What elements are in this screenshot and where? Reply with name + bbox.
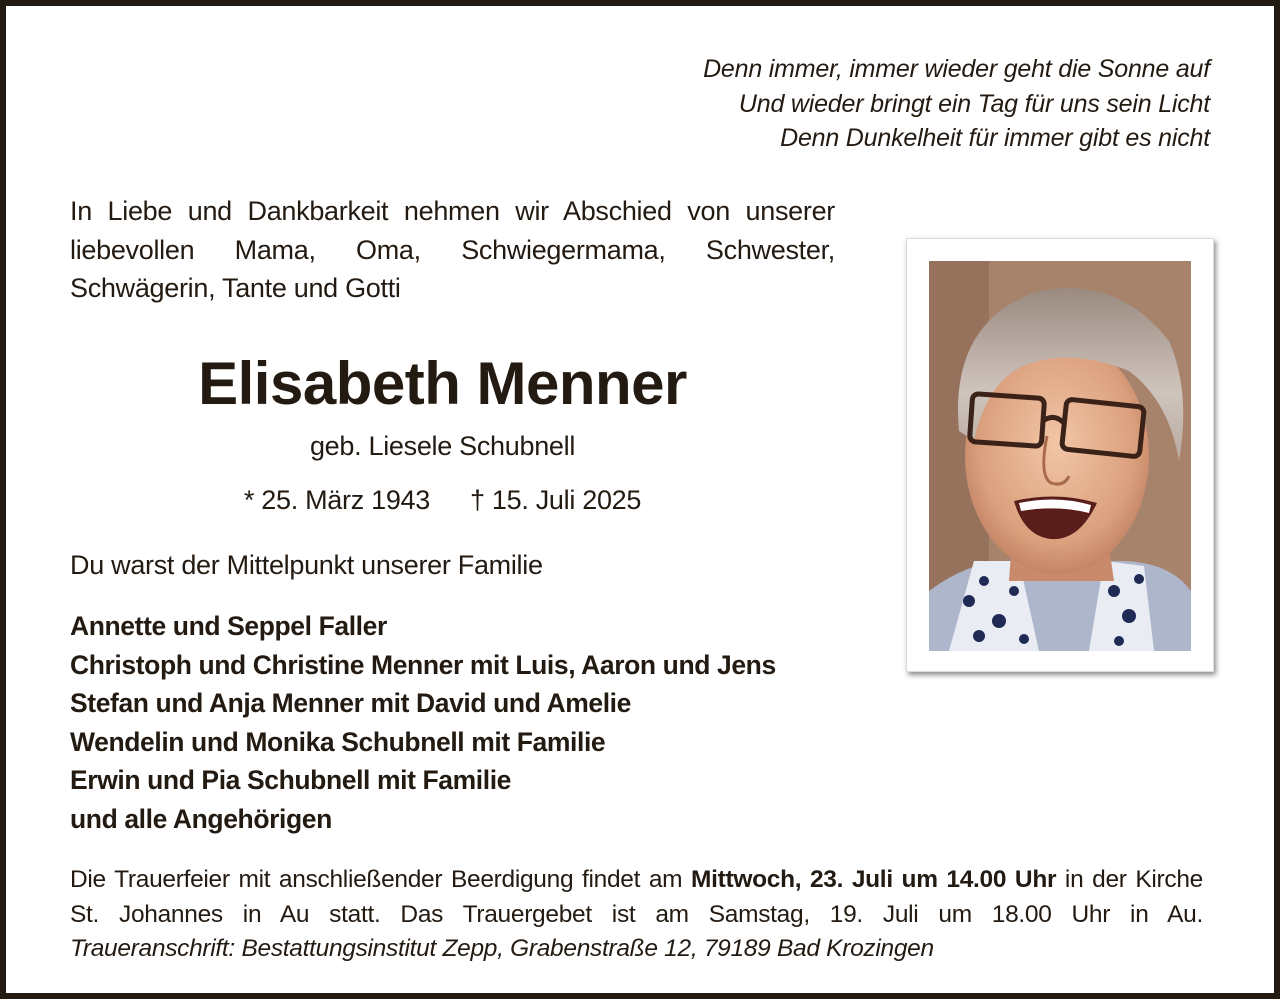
photo-frame <box>906 238 1214 672</box>
motto-text: Du warst der Mittelpunkt unserer Familie <box>70 550 543 580</box>
portrait-illustration-icon <box>929 261 1191 651</box>
service-text-2: in der Kirche St. Johannes in Au statt. Das Trauergebet ist am Samstag, 19. Juli um 18.00 Uhr in Au. <box>70 866 1203 928</box>
maiden-name: geb. Liesele Schubnell <box>309 431 576 461</box>
portrait-photo <box>929 261 1191 651</box>
deceased-name: Elisabeth Menner <box>198 350 687 417</box>
mourner-line: Erwin und Pia Schubnell mit Familie <box>70 765 511 795</box>
mourners-list <box>70 607 776 838</box>
birth-date: * 25. März 1943 <box>243 485 430 515</box>
poem-line: Denn immer, immer wieder geht die Sonne auf <box>703 55 1210 83</box>
poem-quote <box>703 52 1210 156</box>
service-datetime: Mittwoch, 23. Juli um 14.00 Uhr <box>690 866 1057 893</box>
mourner-line: Stefan und Anja Menner mit David und Amelie <box>70 688 631 718</box>
service-text-1: Die Trauerfeier mit anschließender Beerdigung findet am <box>70 866 691 893</box>
death-date: † 15. Juli 2025 <box>469 485 642 515</box>
mourner-line: Christoph und Christine Menner mit Luis, Aaron und Jens <box>70 649 776 680</box>
life-dates <box>70 482 815 518</box>
mourner-line: und alle Angehörigen <box>70 803 332 834</box>
mourner-line: Wendelin und Monika Schubnell mit Familie <box>70 726 606 757</box>
intro-text: In Liebe und Dankbarkeit nehmen wir Abschied von unserer liebevollen Mama, Oma, Schwiegermama, Schwester, Schwägerin, Tante und Gotti <box>70 196 835 303</box>
mourner-line: Annette und Seppel Faller <box>70 611 387 641</box>
poem-line: Und wieder bringt ein Tag für uns sein Licht <box>738 89 1210 118</box>
mourning-address: Traueranschrift: Bestattungsinstitut Zepp, Grabenstraße 12, 79189 Bad Krozingen <box>70 935 934 962</box>
poem-line: Denn Dunkelheit für immer gibt es nicht <box>780 124 1210 152</box>
service-info <box>70 863 1203 932</box>
